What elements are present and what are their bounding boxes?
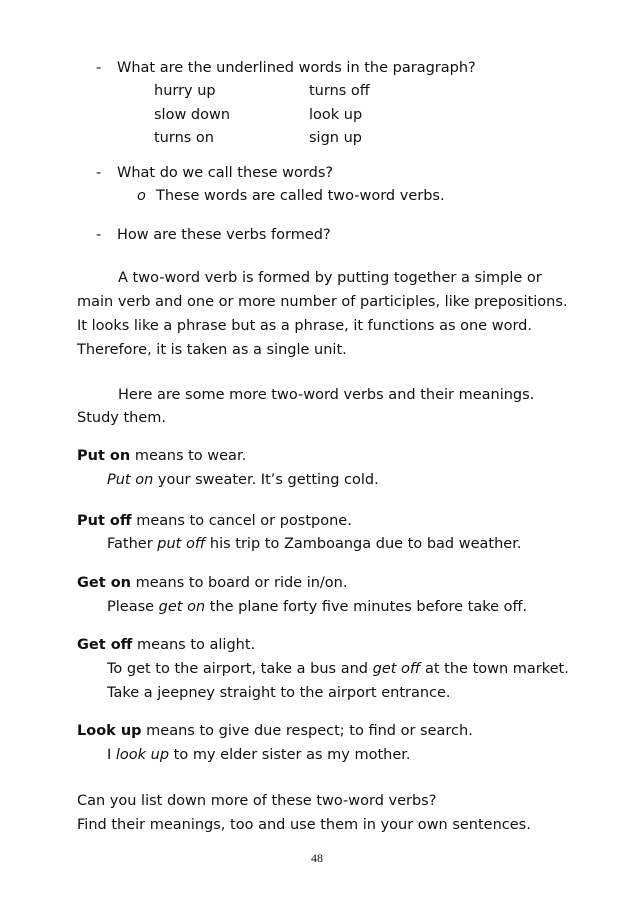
meaning: means to board or ride in/on. [131,575,348,591]
bullet-marker: o [137,188,146,204]
example-pre: I [107,747,116,763]
example-look-up [107,745,411,765]
paragraph-1-line: Therefore, it is taken as a single unit. [77,342,347,358]
example-verb: put off [157,536,206,552]
word-left-1: hurry up [154,83,216,99]
word-left-2: slow down [154,107,231,123]
paragraph-1-line: A two-word verb is formed by putting together a simple or [118,270,542,286]
term: Get on [77,575,131,591]
answer: These words are called two-word verbs. [156,188,445,204]
example-post: to my elder sister as my mother. [169,747,411,763]
definition-look-up [77,721,473,741]
example-pre: To get to the airport, take a bus and [107,661,373,677]
example-verb: get on [158,599,206,615]
example-post: your sweater. It’s getting cold. [153,472,379,488]
page-number: 48 [311,851,323,865]
question-2: What do we call these words? [117,165,334,181]
paragraph-1-line: main verb and one or more number of participles, like prepositions. [77,294,568,310]
example-put-off [107,534,521,554]
paragraph-2-line: Study them. [77,410,167,426]
word-right-2: look up [309,107,363,123]
term: Put on [77,448,131,464]
dash: - [96,165,102,181]
meaning: means to give due respect; to find or search. [141,723,473,739]
closing-line: Can you list down more of these two-word verbs? [77,793,437,809]
term: Look up [77,723,142,739]
word-right-3: sign up [309,130,362,146]
example-put-on [107,470,379,490]
example-post: the plane forty five minutes before take off. [205,599,528,615]
paragraph-2-line: Here are some more two-word verbs and their meanings. [118,387,535,403]
definition-get-on [77,573,347,593]
paragraph-1-line: It looks like a phrase but as a phrase, it functions as one word. [77,318,532,334]
meaning: means to alight. [132,637,256,653]
example-verb: Put on [107,472,154,488]
definition-put-on [77,446,246,466]
example-get-on [107,597,527,617]
dash: - [96,60,102,76]
definition-put-off [77,511,352,531]
example-pre: Father [107,536,158,552]
example-pre: Please [107,599,159,615]
dash: - [96,227,102,243]
question-3: How are these verbs formed? [117,227,331,243]
closing-line: Find their meanings, too and use them in your own sentences. [77,817,531,833]
example-verb: get off [372,661,421,677]
example-verb: look up [115,747,170,763]
example-get-off [107,659,569,679]
example-get-off-extra: Take a jeepney straight to the airport entrance. [107,685,451,701]
example-post: his trip to Zamboanga due to bad weather. [205,536,522,552]
word-right-1: turns off [309,83,370,99]
meaning: means to wear. [130,448,247,464]
definition-get-off [77,635,255,655]
term: Put off [77,513,132,529]
term: Get off [77,637,133,653]
word-left-3: turns on [154,130,214,146]
question-1: What are the underlined words in the paragraph? [117,60,476,76]
example-post: at the town market. [420,661,569,677]
meaning: means to cancel or postpone. [131,513,352,529]
